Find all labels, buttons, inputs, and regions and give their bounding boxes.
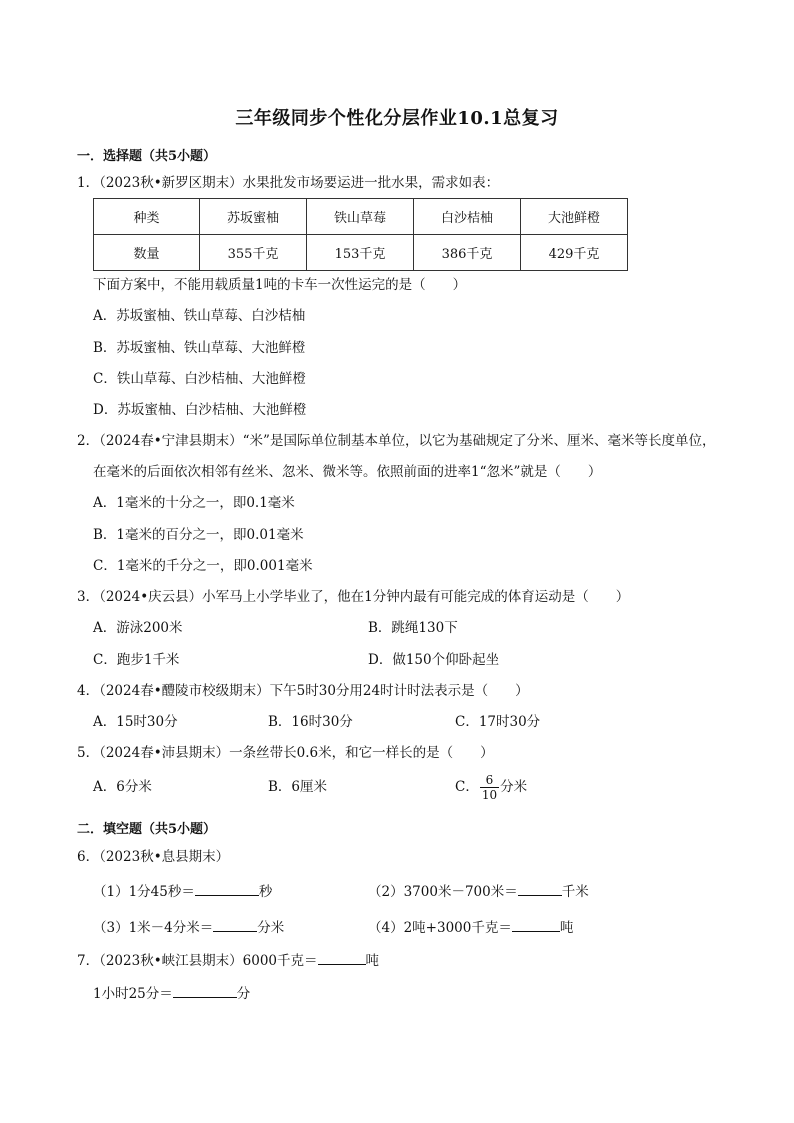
question-1-prompt: 下面方案中，不能用载质量1吨的卡车一次性运完的是（ ）: [93, 277, 467, 293]
table-cell: 429千克: [521, 235, 628, 271]
page-title: 三年级同步个性化分层作业10.1总复习: [235, 108, 559, 129]
question-6-item-2: [368, 881, 589, 901]
question-3-option-c[interactable]: C．跑步1千米: [93, 652, 180, 668]
fraction-denominator: 10: [481, 788, 498, 802]
question-2-option-b[interactable]: B．1毫米的百分之一，即0.01毫米: [93, 527, 304, 543]
fraction: [480, 773, 499, 802]
question-1-option-d[interactable]: D．苏坂蜜柚、白沙桔柚、大池鲜橙: [93, 402, 307, 418]
question-5-stem: 5．（2024春•沛县期末）一条丝带长0.6米，和它一样长的是（ ）: [77, 745, 494, 761]
question-4-stem: 4．（2024春•醴陵市校级期末）下午5时30分用24时计时法表示是（ ）: [77, 683, 529, 699]
answer-blank[interactable]: [512, 917, 560, 932]
question-1-option-b[interactable]: B．苏坂蜜柚、铁山草莓、大池鲜橙: [93, 340, 306, 356]
question-5-option-a[interactable]: A．6分米: [93, 779, 152, 795]
question-6-item-4: [368, 917, 573, 937]
item-text: （3）1米－4分米＝: [93, 920, 214, 936]
question-4-option-a[interactable]: A．15时30分: [93, 714, 178, 730]
table-cell: 大池鲜橙: [521, 199, 628, 235]
table-cell: 种类: [94, 199, 200, 235]
answer-blank[interactable]: [173, 983, 237, 998]
fraction-numerator: 6: [480, 773, 499, 788]
table-cell: 355千克: [200, 235, 307, 271]
question-3-option-b[interactable]: B．跳绳130下: [368, 620, 458, 636]
question-5-option-c[interactable]: [455, 770, 527, 804]
table-cell: 苏坂蜜柚: [200, 199, 307, 235]
table-cell: 数量: [94, 235, 200, 271]
table-header-row: [94, 199, 628, 235]
item-text: 7．（2023秋•峡江县期末）6000千克＝: [77, 953, 318, 969]
question-6-item-3: [93, 917, 284, 937]
question-5-option-b[interactable]: B．6厘米: [268, 779, 328, 795]
answer-blank[interactable]: [213, 917, 257, 932]
question-6-item-1: [93, 881, 272, 901]
question-3-option-a[interactable]: A．游泳200米: [93, 620, 183, 636]
question-7-line-2: [93, 983, 250, 1003]
answer-blank[interactable]: [195, 881, 259, 896]
item-text: （2）3700米－700米＝: [368, 884, 518, 900]
item-unit: 千米: [561, 884, 589, 900]
section-heading-fill: 二．填空题（共5小题）: [77, 822, 217, 837]
table-cell: 铁山草莓: [307, 199, 414, 235]
table-cell: 白沙桔柚: [414, 199, 521, 235]
question-2-option-c[interactable]: C．1毫米的千分之一，即0.001毫米: [93, 558, 313, 574]
question-7-stem: [77, 950, 379, 970]
question-3-stem: 3．（2024•庆云县）小军马上小学毕业了，他在1分钟内最有可能完成的体育运动是（ ）: [77, 589, 630, 605]
question-1-option-a[interactable]: A．苏坂蜜柚、铁山草莓、白沙桔柚: [93, 308, 306, 324]
answer-blank[interactable]: [518, 881, 562, 896]
fruit-demand-table: [93, 198, 628, 271]
item-unit: 分米: [257, 920, 285, 936]
item-unit: 秒: [258, 884, 273, 900]
table-row: [94, 235, 628, 271]
question-1-stem: 1．（2023秋•新罗区期末）水果批发市场要运进一批水果，需求如表：: [77, 175, 500, 191]
item-text: 1小时25分＝: [93, 986, 173, 1002]
answer-blank[interactable]: [318, 950, 366, 965]
question-2-stem-line-2: 在毫米的后面依次相邻有丝米、忽米、微米等。依照前面的进率1“忽米”就是（ ）: [93, 464, 602, 480]
question-2-option-a[interactable]: A．1毫米的十分之一，即0.1毫米: [93, 495, 295, 511]
question-4-option-c[interactable]: C．17时30分: [455, 714, 541, 730]
item-text: （1）1分45秒＝: [93, 884, 195, 900]
question-2-stem-line-1: 2．（2024春•宁津县期末）“米”是国际单位制基本单位，以它为基础规定了分米、厘米、毫米等长度单位，: [77, 433, 716, 449]
table-cell: 153千克: [307, 235, 414, 271]
question-6-stem: 6．（2023秋•息县期末）: [77, 849, 230, 865]
item-unit: 吨: [559, 920, 574, 936]
item-unit: 分: [236, 986, 251, 1002]
table-cell: 386千克: [414, 235, 521, 271]
question-3-option-d[interactable]: D．做150个仰卧起坐: [368, 652, 500, 668]
section-heading-choice: 一．选择题（共5小题）: [77, 149, 217, 164]
item-unit: 吨: [365, 953, 380, 969]
question-1-option-c[interactable]: C．铁山草莓、白沙桔柚、大池鲜橙: [93, 371, 306, 387]
question-4-option-b[interactable]: B．16时30分: [268, 714, 353, 730]
item-text: （4）2吨+3000千克＝: [368, 920, 512, 936]
option-c-unit: 分米: [500, 779, 528, 795]
option-c-prefix: C．: [455, 779, 479, 795]
